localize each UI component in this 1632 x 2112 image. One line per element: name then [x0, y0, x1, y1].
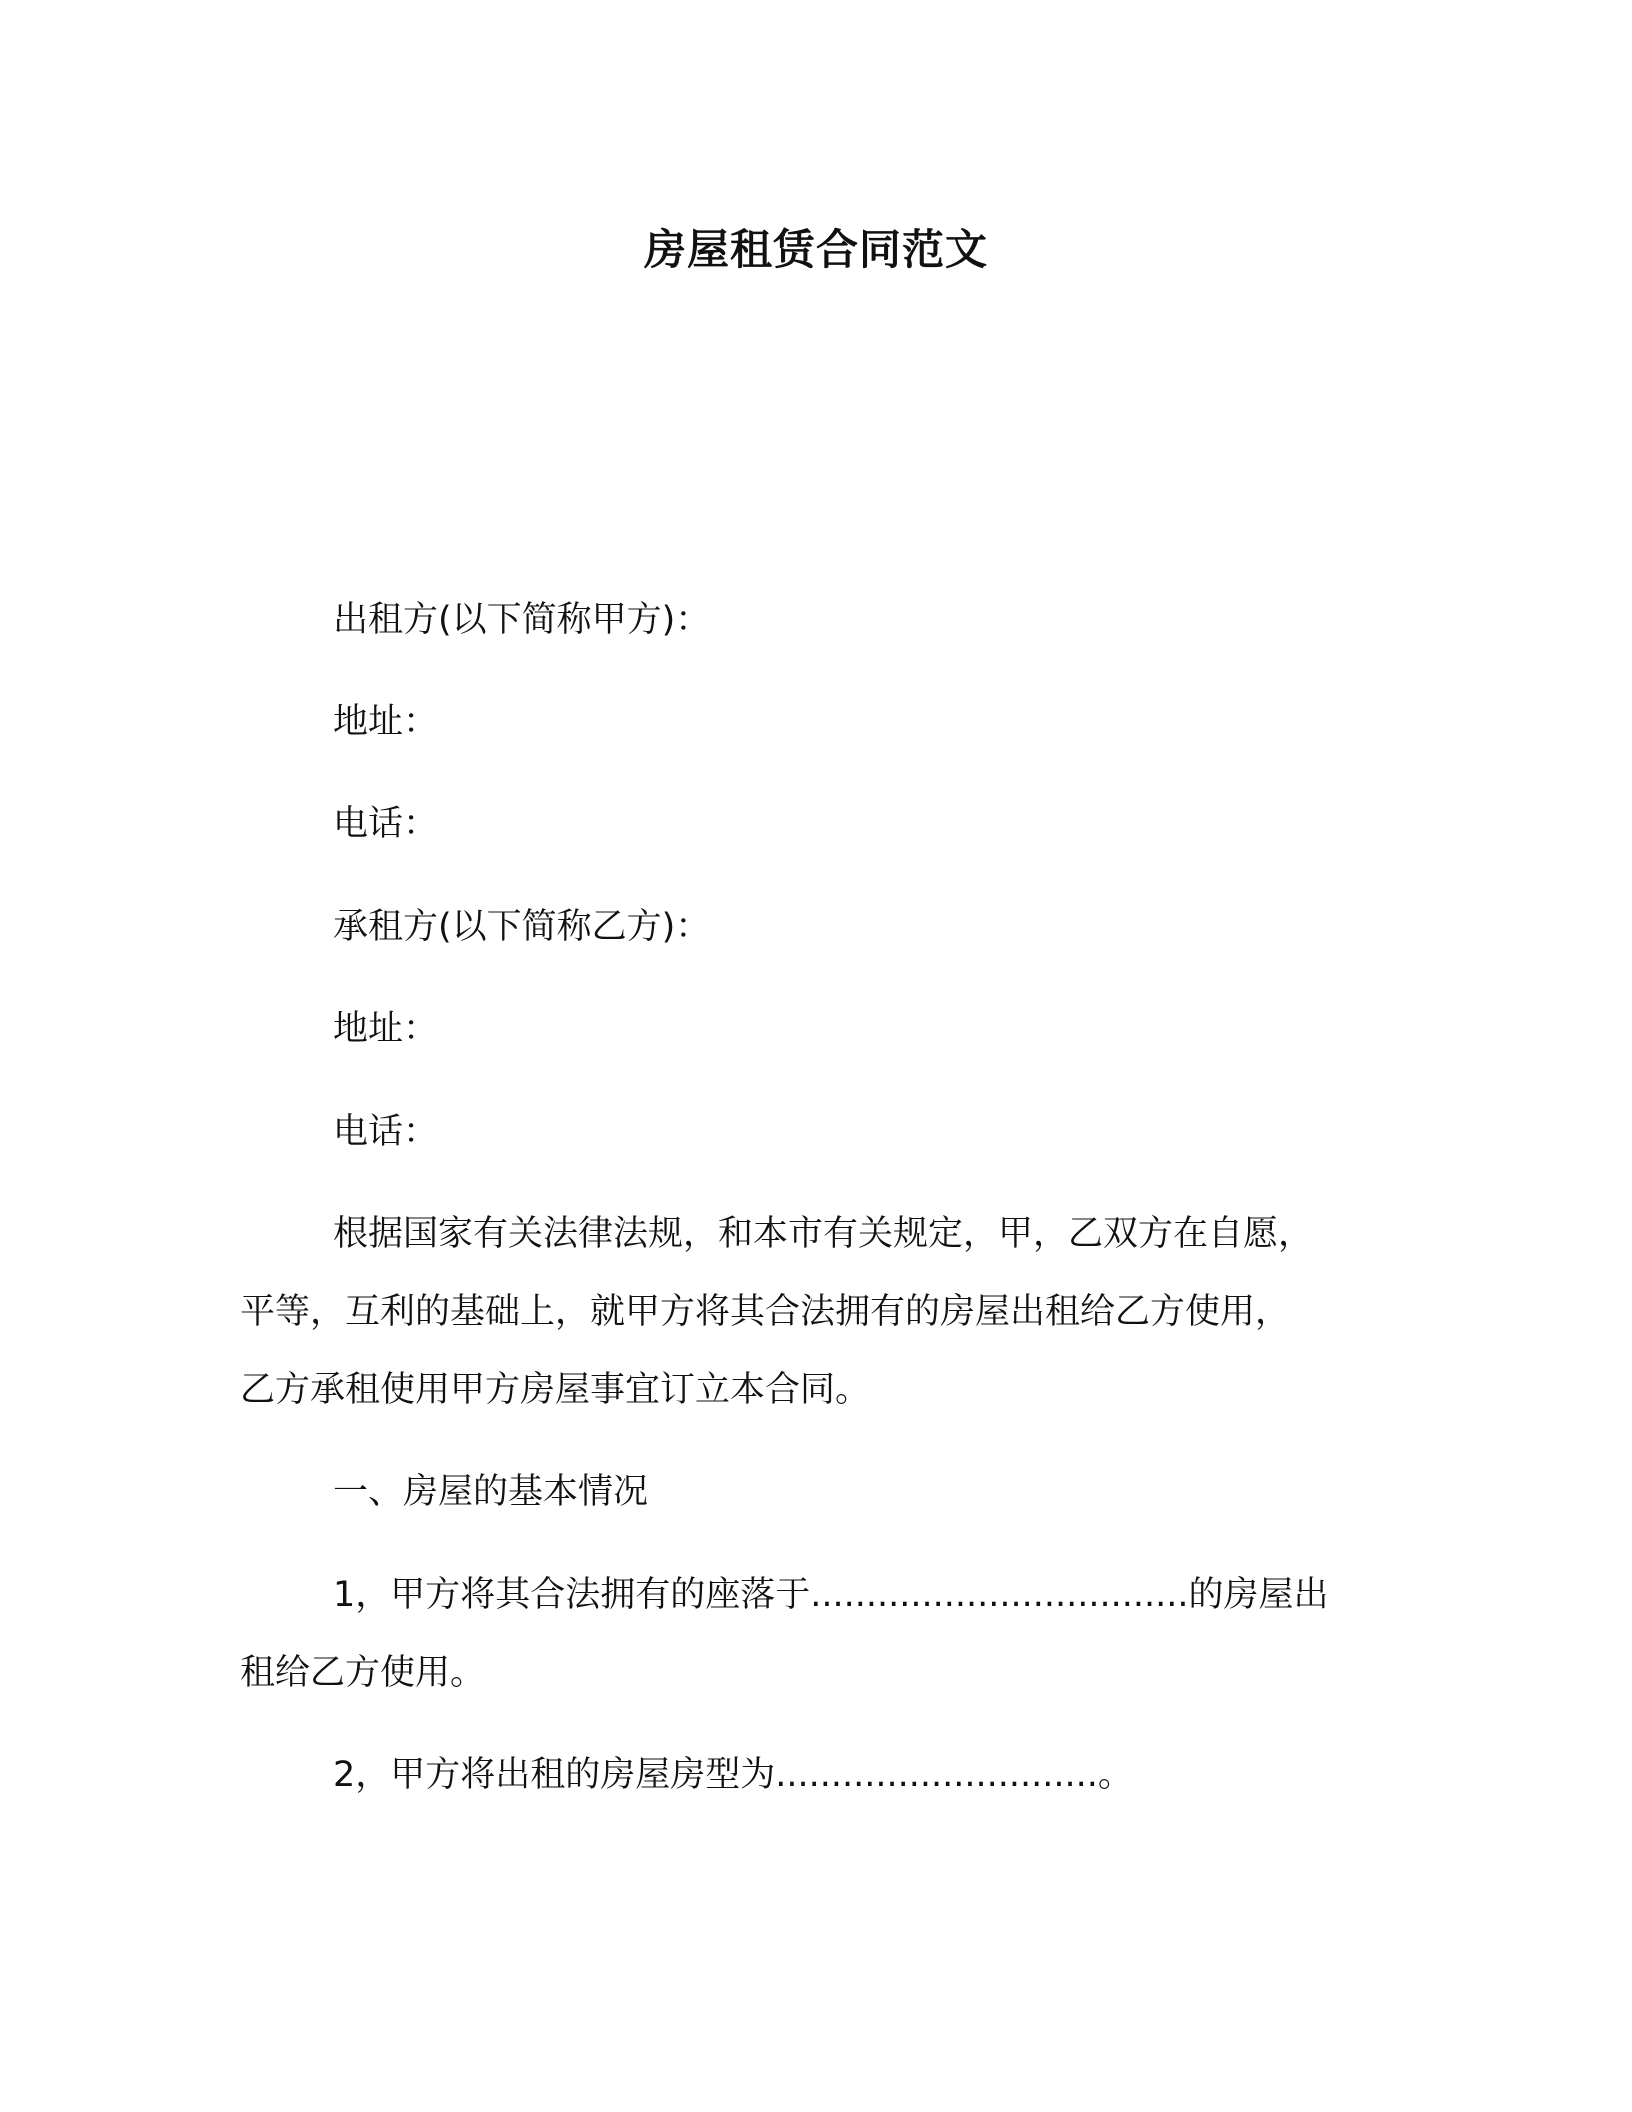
- preamble-line-2: 平等，互利的基础上，就甲方将其合法拥有的房屋出租给乙方使用，: [240, 1292, 1291, 1332]
- clause2-line: 2，甲方将出租的房屋房型为.............................。: [333, 1755, 1133, 1795]
- lessor-address-label: 地址：: [333, 702, 439, 742]
- clause1-line-1: 1，甲方将其合法拥有的座落于..................................的房屋出: [333, 1575, 1329, 1615]
- lessor-phone-label: 电话：: [333, 804, 439, 844]
- lessee-address-label: 地址：: [333, 1009, 439, 1049]
- document-title: 房屋租赁合同范文: [643, 225, 988, 274]
- lessee-label: 承租方(以下简称乙方)：: [333, 907, 711, 947]
- lessor-label: 出租方(以下简称甲方)：: [333, 600, 711, 640]
- preamble-line-3: 乙方承租使用甲方房屋事宜订立本合同。: [240, 1370, 871, 1410]
- clause1-line-2: 租给乙方使用。: [240, 1653, 486, 1693]
- preamble-line-1: 根据国家有关法律法规，和本市有关规定，甲，乙双方在自愿，: [333, 1214, 1314, 1254]
- lessee-phone-label: 电话：: [333, 1112, 439, 1152]
- section1-heading: 一、房屋的基本情况: [333, 1472, 649, 1512]
